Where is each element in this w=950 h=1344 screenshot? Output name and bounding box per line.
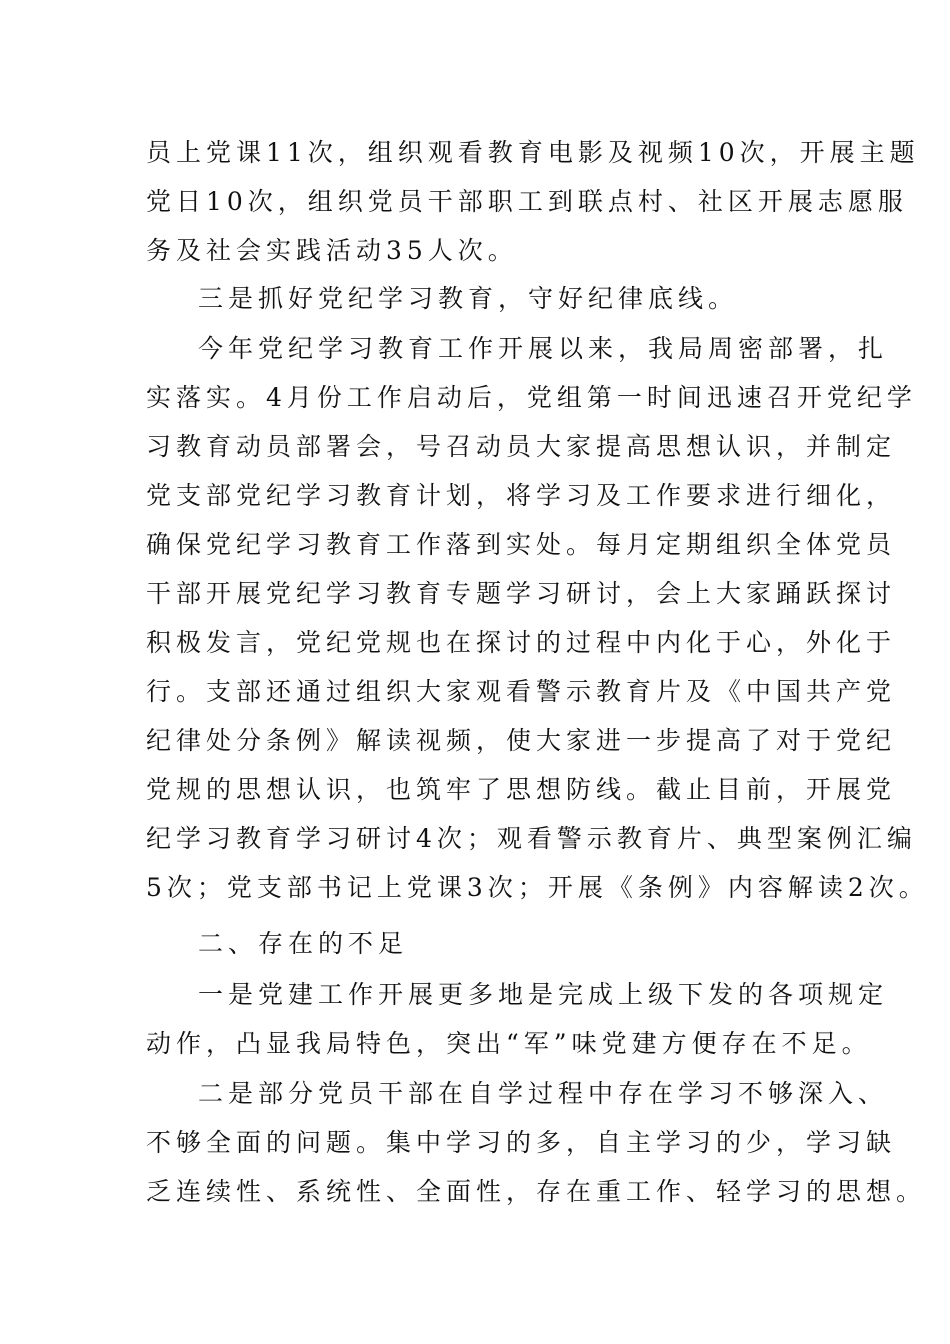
text-line: 动作，凸显我局特色，突出“军”味党建方便存在不足。 <box>146 1029 872 1058</box>
text-line: 行。支部还通过组织大家观看警示教育片及《中国共产党 <box>146 677 897 706</box>
text-line: 实落实。4月份工作启动后，党组第一时间迅速召开党纪学 <box>146 383 917 412</box>
text-line: 5次；党支部书记上党课3次；开展《条例》内容解读2次。 <box>146 873 929 902</box>
paragraph-heading-discipline <box>146 274 738 323</box>
text-line: 纪律处分条例》解读视频，使大家进一步提高了对于党纪 <box>146 726 897 755</box>
text-line: 乏连续性、系统性、全面性，存在重工作、轻学习的思想。 <box>146 1177 927 1206</box>
text-line: 干部开展党纪学习教育专题学习研讨，会上大家踊跃探讨 <box>146 579 897 608</box>
text-line: 确保党纪学习教育工作落到实处。每月定期组织全体党员 <box>146 530 897 559</box>
text-line: 党支部党纪学习教育计划，将学习及工作要求进行细化， <box>146 481 897 510</box>
text-line: 纪学习教育学习研讨4次；观看警示教育片、典型案例汇编 <box>146 824 917 853</box>
paragraph-shortcoming-two <box>146 1069 926 1216</box>
text-line: 党规的思想认识，也筑牢了思想防线。截止目前，开展党 <box>146 775 897 804</box>
text-line: 二、存在的不足 <box>198 929 409 958</box>
text-line: 党日10次，组织党员干部职工到联点村、社区开展志愿服 <box>146 187 908 216</box>
paragraph-discipline-education <box>146 324 929 912</box>
text-line: 一是党建工作开展更多地是完成上级下发的各项规定 <box>198 980 889 1009</box>
section-heading-shortcomings <box>146 919 408 968</box>
text-line: 不够全面的问题。集中学习的多，自主学习的少，学习缺 <box>146 1128 897 1157</box>
paragraph-shortcoming-one <box>146 970 888 1068</box>
text-line: 三是抓好党纪学习教育，守好纪律底线。 <box>198 284 739 313</box>
text-line: 今年党纪学习教育工作开展以来，我局周密部署，扎 <box>198 334 889 363</box>
text-line: 二是部分党员干部在自学过程中存在学习不够深入、 <box>198 1079 889 1108</box>
text-line: 习教育动员部署会，号召动员大家提高思想认识，并制定 <box>146 432 897 461</box>
text-line: 务及社会实践活动35人次。 <box>146 236 518 265</box>
text-line: 积极发言，党纪党规也在探讨的过程中内化于心，外化于 <box>146 628 897 657</box>
text-line: 员上党课11次，组织观看教育电影及视频10次，开展主题 <box>146 138 920 167</box>
paragraph-party-activities <box>146 128 920 275</box>
